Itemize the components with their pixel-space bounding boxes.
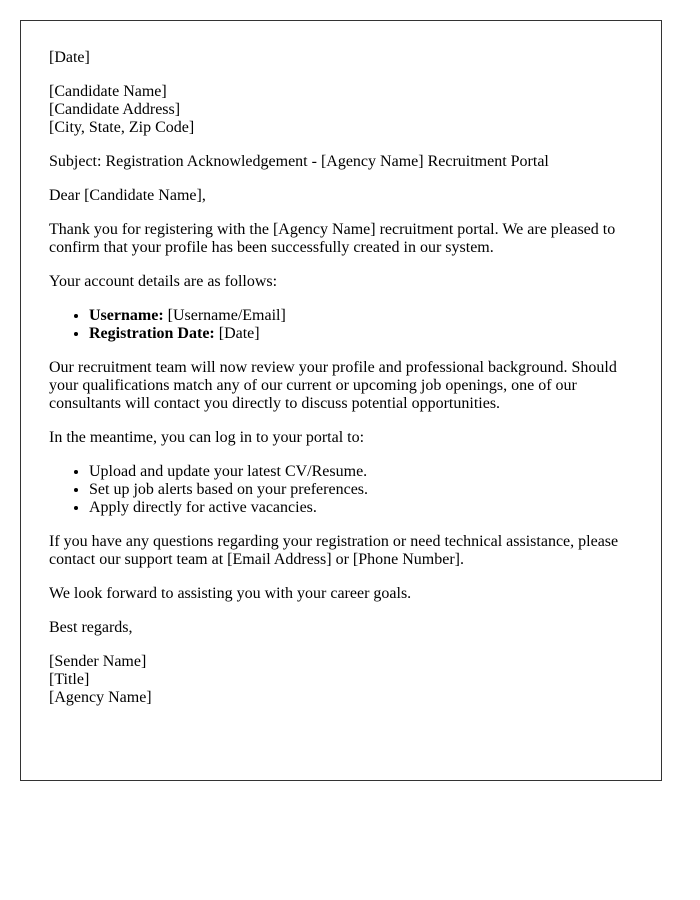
account-details-list <box>49 307 633 343</box>
letter-date: [Date] <box>49 49 90 66</box>
intro-paragraph: Thank you for registering with the [Agency Name] recruitment portal. We are pleased to confirm that your profile has been successfully created in our system. <box>49 221 616 256</box>
review-paragraph: Our recruitment team will now review your profile and professional background. Should your qualifications match any of our current or upcoming job openings, one of our consultants will contact you directly to discuss potential opportunities. <box>49 359 617 412</box>
recipient-city-state-zip: [City, State, Zip Code] <box>49 119 195 136</box>
sign-off: Best regards, <box>49 619 133 636</box>
recipient-address-block <box>49 83 633 137</box>
sender-title: [Title] <box>49 671 90 688</box>
support-paragraph: If you have any questions regarding your registration or need technical assistance, please contact our support team at [Email Address] or [Phone Number]. <box>49 533 619 568</box>
portal-actions-list <box>49 463 633 517</box>
recipient-name: [Candidate Name] <box>49 83 167 100</box>
portal-action-item: • Upload and update your latest CV/Resume. <box>89 463 633 481</box>
account-detail-registration-date <box>89 325 633 343</box>
sender-name: [Sender Name] <box>49 653 147 670</box>
account-detail-username <box>89 307 633 325</box>
closing-line: We look forward to assisting you with your career goals. <box>49 585 412 602</box>
letter-salutation: Dear [Candidate Name], <box>49 187 206 204</box>
portal-action-item: • Set up job alerts based on your preferences. <box>89 481 633 499</box>
letter-page <box>20 20 662 781</box>
recipient-address: [Candidate Address] <box>49 101 181 118</box>
sender-agency: [Agency Name] <box>49 689 152 706</box>
account-detail-label: Username: <box>89 307 164 324</box>
portal-intro: In the meantime, you can log in to your portal to: <box>49 429 365 446</box>
account-intro: Your account details are as follows: <box>49 273 278 290</box>
account-detail-value: [Username/Email] <box>163 307 286 324</box>
account-detail-value: [Date] <box>214 325 260 342</box>
letter-subject: Subject: Registration Acknowledgement - [Agency Name] Recruitment Portal <box>49 153 549 170</box>
account-detail-label: Registration Date: <box>89 325 215 342</box>
signature-block <box>49 653 633 707</box>
portal-action-item: • Apply directly for active vacancies. <box>89 499 633 517</box>
